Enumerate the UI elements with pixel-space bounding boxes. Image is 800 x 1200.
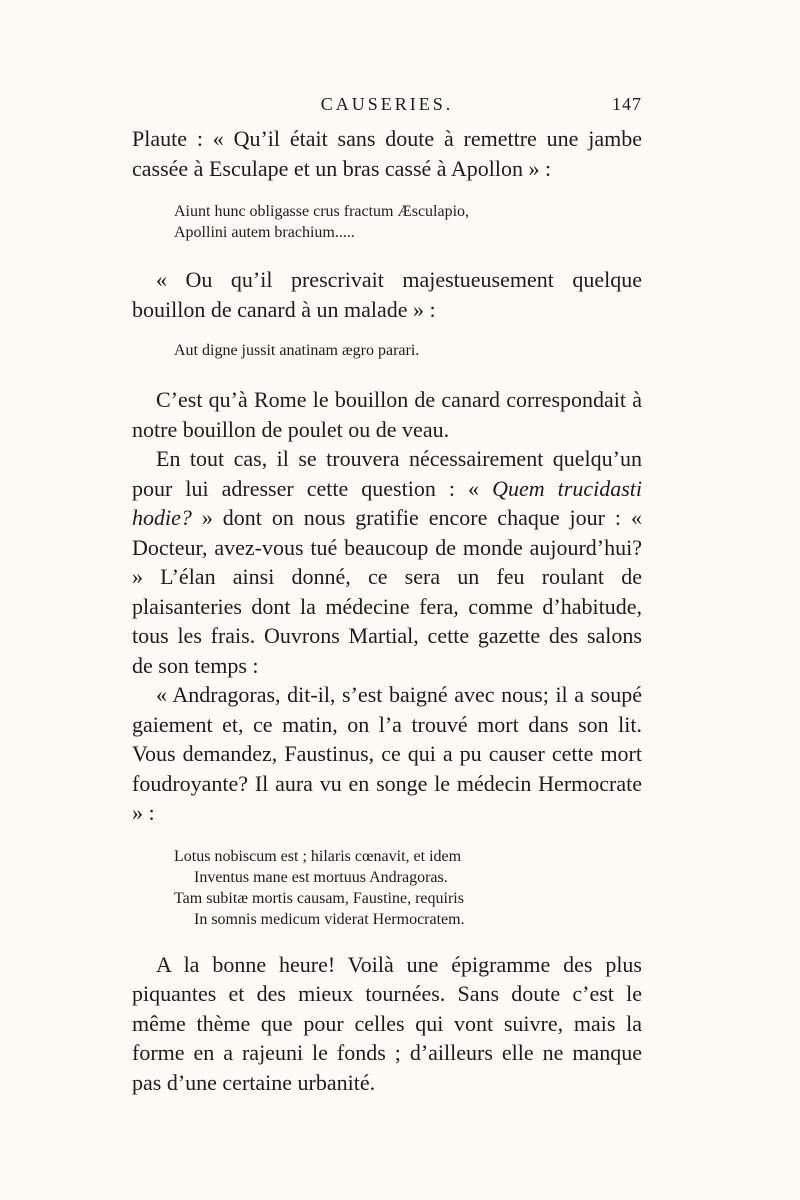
latin-question: Quem trucidasti hodie?	[132, 475, 642, 530]
running-head	[132, 94, 642, 118]
latin-quote-1	[174, 201, 642, 243]
quote-line: Aut digne jussit anatinam ægro parari.	[174, 342, 420, 359]
quote-line: Inventus mane est mortuus Andragoras.	[194, 868, 448, 886]
quote-line: Lotus nobiscum est ; hilaris cœnavit, et idem	[174, 847, 462, 865]
paragraph-epigramme: A la bonne heure! Voilà une épigramme des plus piquantes et des mieux tournées. Sans doute c’est le même thème que pour celles qui vont suivre, mais la forme en a rajeuni le fonds ; d’ailleurs elle ne manque pas d’une certaine urbanité.	[132, 951, 642, 1095]
paragraph-question-text-1: En tout cas, il se trouvera nécessairement quelqu’un pour lui adresser cette question : «	[132, 446, 642, 501]
paragraph-question	[132, 444, 642, 680]
latin-quote-2	[174, 340, 642, 361]
paragraph-rome: C’est qu’à Rome le bouillon de canard correspondait à notre bouillon de poulet ou de veau.	[132, 387, 642, 442]
paragraph-andragoras: « Andragoras, dit-il, s’est baigné avec nous; il a soupé gaiement et, ce matin, on l’a trouvé mort dans son lit. Vous demandez, Faustinus, ce qui a pu causer cette mort foudroyante? Il aura vu en songe le médecin Hermocrate » :	[132, 682, 642, 825]
quote-line: Tam subitæ mortis causam, Faustine, requiris	[174, 889, 464, 907]
paragraph-plaute: Plaute : « Qu’il était sans doute à remettre une jambe cassée à Esculape et un bras cassé à Apollon » :	[132, 126, 642, 181]
page-number: 147	[612, 94, 642, 114]
latin-quote-3	[174, 846, 642, 930]
quote-line: In somnis medicum viderat Hermocratem.	[194, 910, 465, 928]
quote-line: Apollini autem brachium.....	[174, 224, 355, 241]
quote-line: Aiunt hunc obligasse crus fractum Æsculapio,	[174, 203, 470, 220]
body-text	[132, 124, 642, 1097]
paragraph-bouillon: « Ou qu’il prescrivait majestueusement quelque bouillon de canard à un malade » :	[132, 267, 642, 322]
running-title: CAUSERIES.	[320, 94, 454, 114]
paragraph-question-text-2: » dont on nous gratifie encore chaque jour : « Docteur, avez-vous tué beaucoup de monde aujourd’hui? » L’élan ainsi donné, ce sera un feu roulant de plaisanteries dont la médecine fera, comme d’habitude, tous les frais. Ouvrons Martial, cette gazette des salons de son temps :	[132, 505, 642, 678]
